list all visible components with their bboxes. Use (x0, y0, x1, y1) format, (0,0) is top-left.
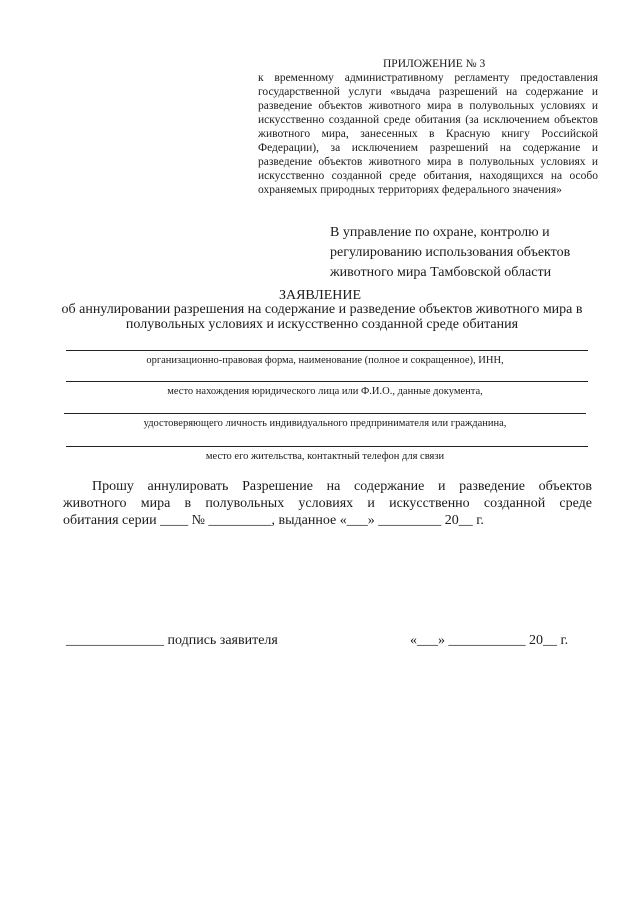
addressee-line-2: регулированию использования объектов (330, 245, 571, 260)
request-line-2: животного мира в полувольных условиях и искусственно созданной среде (63, 496, 592, 511)
request-line-3: обитания серии ____ № _________, выданное «___» _________ 20__ г. (63, 513, 484, 528)
field-caption-residence: место его жительства, контактный телефон для связи (205, 451, 445, 462)
field-caption-organization: организационно-правовая форма, наименование (полное и сокращенное), ИНН, (146, 355, 504, 366)
signature-date: «___» ___________ 20__ г. (410, 633, 569, 648)
fill-line-organization[interactable] (66, 350, 588, 351)
fill-line-address[interactable] (66, 381, 588, 382)
field-caption-address: место нахождения юридического лица или Ф.И.О., данные документа, (167, 386, 483, 397)
request-line-1: Прошу аннулировать Разрешение на содержание и разведение объектов (92, 479, 592, 494)
fill-line-residence[interactable] (66, 446, 588, 447)
appendix-text: к временному административному регламенту предоставления государственной услуги «выдача разрешений на содержание и разведение объектов животного мира в полувольных условиях и искусственно созданной среде обитания (за исключением объектов животного мира, занесенных в Красную книгу Российской Федерации), за исключением разрешений на содержание и разведение объектов животного мира в полувольных условиях и искусственно созданной среде обитания, находящихся на особо охраняемых природных территориях федерального значения» (258, 72, 598, 196)
document-title: ЗАЯВЛЕНИЕ (278, 288, 362, 303)
document-subtitle: об аннулировании разрешения на содержание и разведение объектов животного мира в полувольных условиях и искусственно созданной среде обитания (61, 302, 583, 332)
addressee-line-3: животного мира Тамбовской области (330, 265, 552, 280)
fill-line-identity[interactable] (64, 413, 586, 414)
applicant-signature: ______________ подпись заявителя (66, 633, 278, 648)
addressee-block (330, 223, 605, 283)
appendix-title: ПРИЛОЖЕНИЕ № 3 (383, 58, 486, 70)
addressee-line-1: В управление по охране, контролю и (330, 225, 550, 240)
field-caption-identity: удостоверяющего личность индивидуального предпринимателя или гражданина, (143, 418, 507, 429)
